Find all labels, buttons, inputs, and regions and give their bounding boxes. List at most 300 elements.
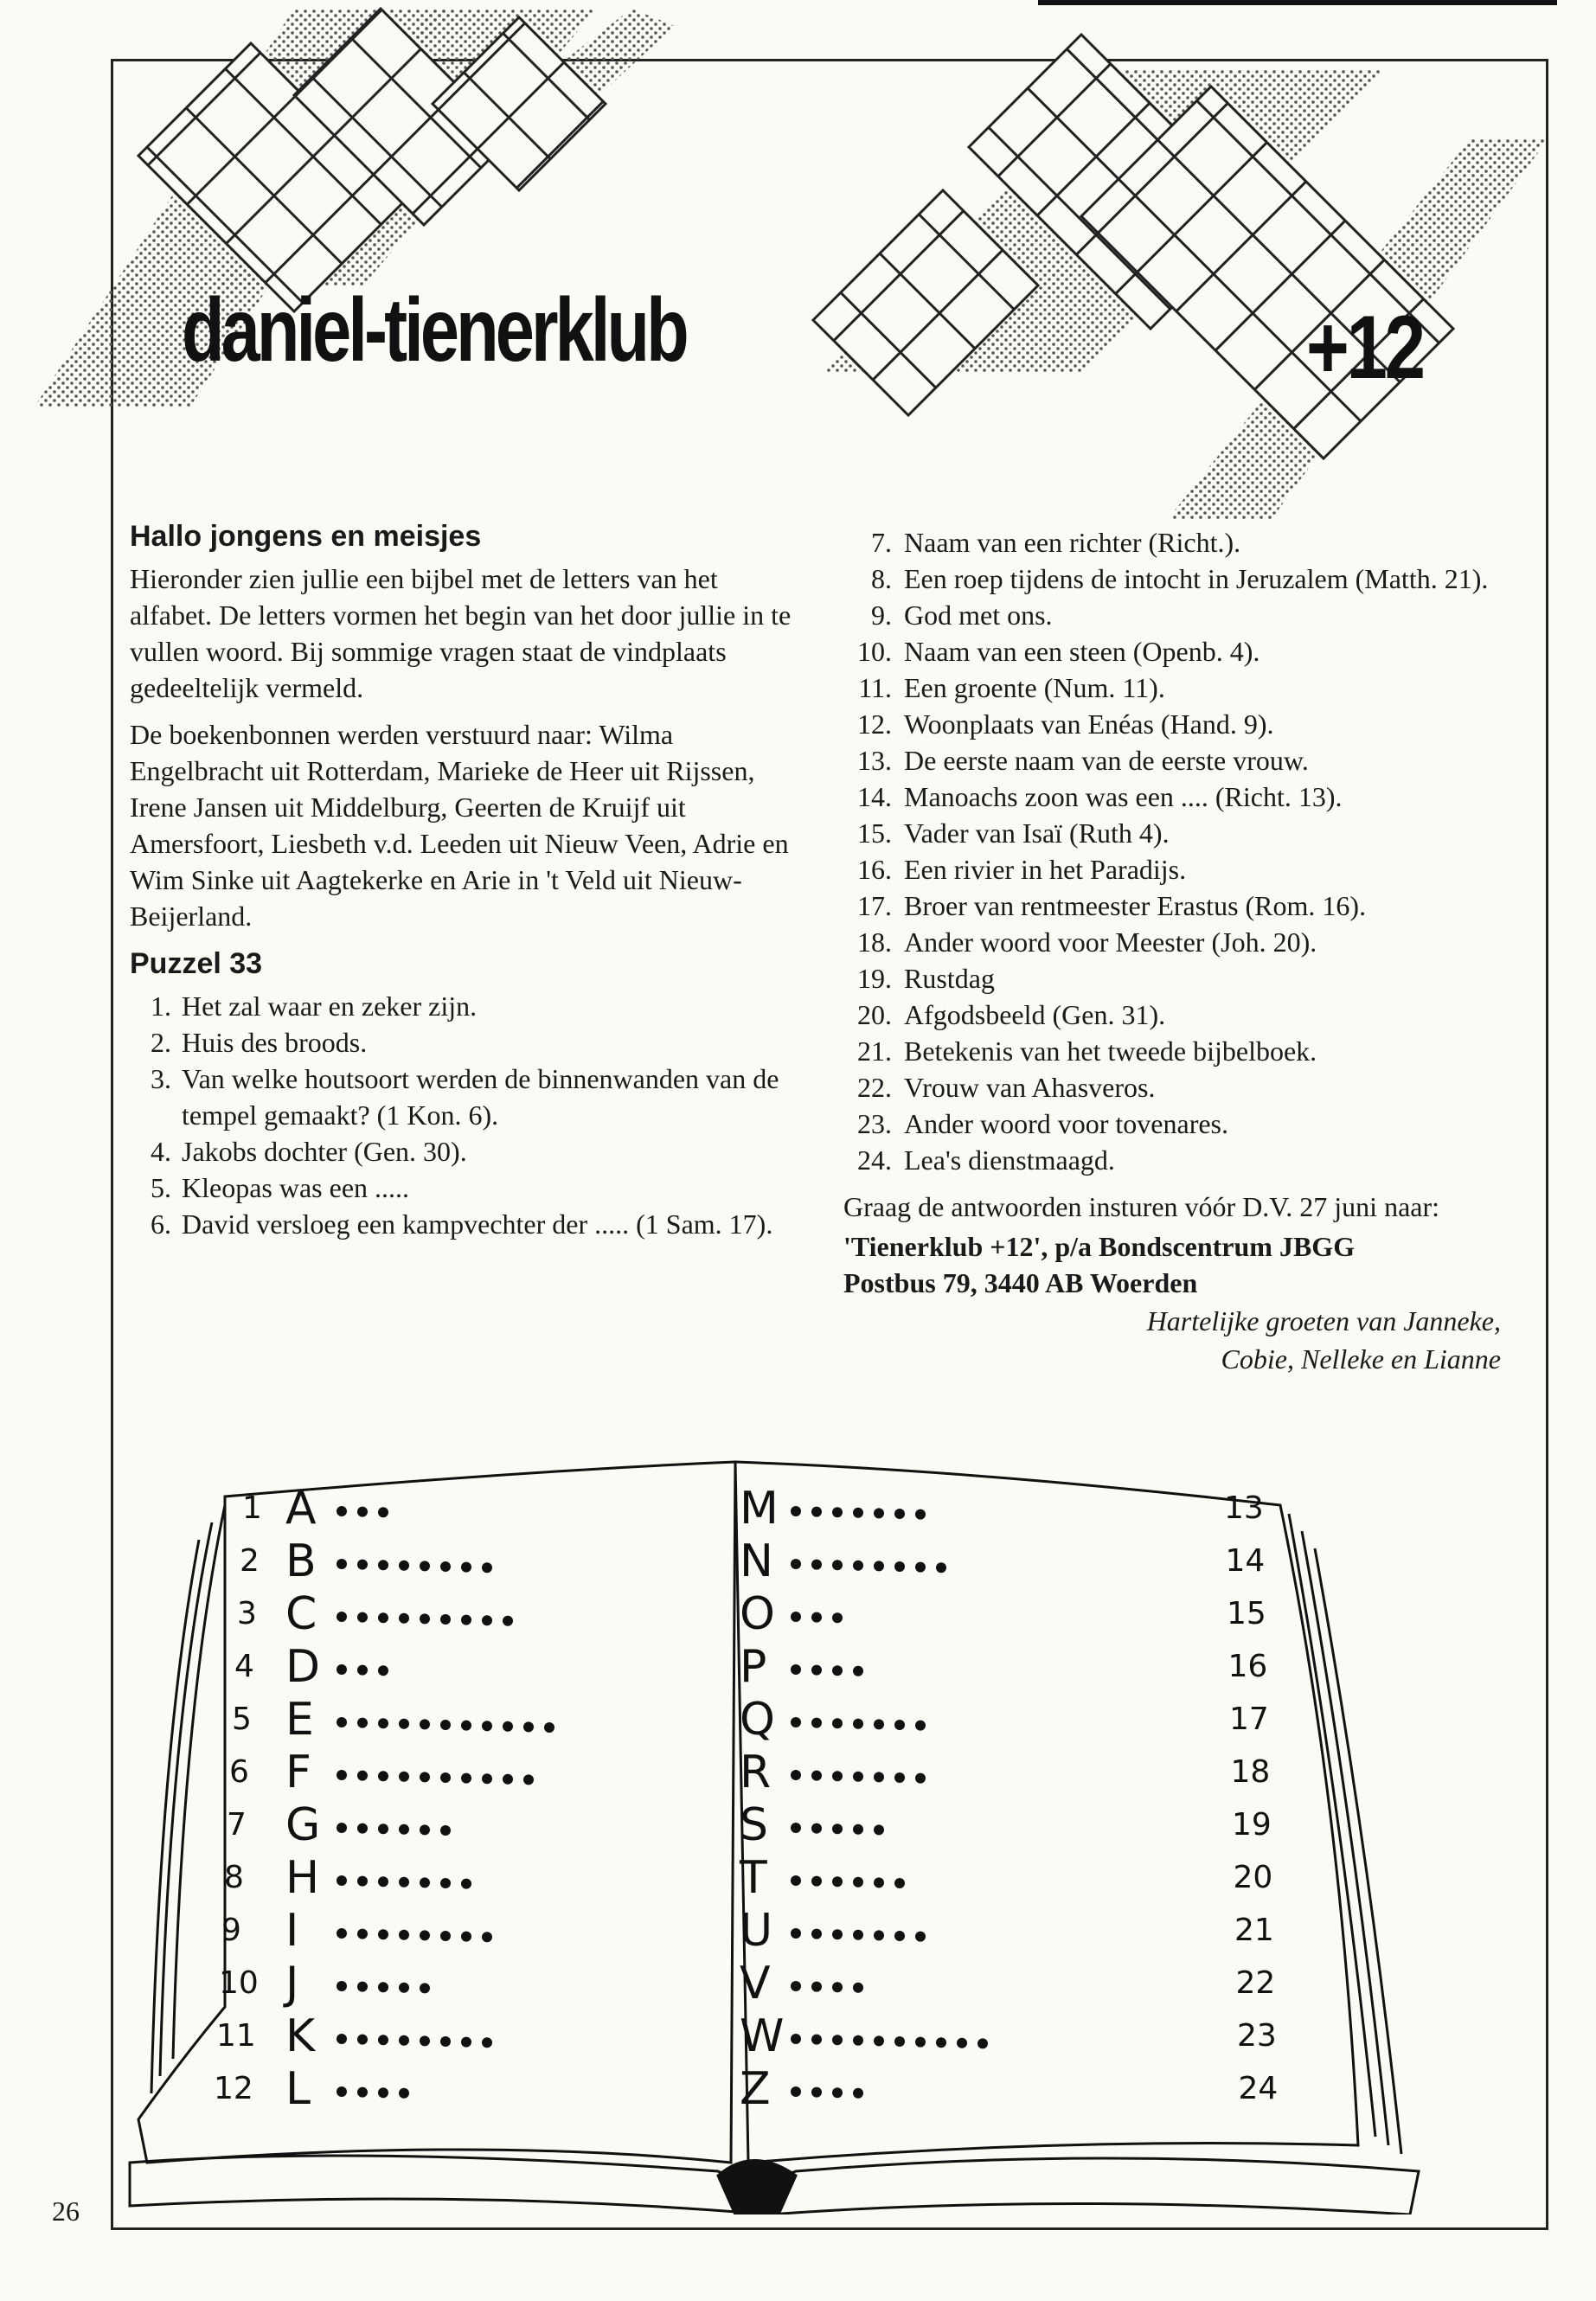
question-text: Een rivier in het Paradijs. bbox=[904, 854, 1187, 885]
answer-blank-dot bbox=[337, 1664, 347, 1675]
answer-blank-dot bbox=[440, 1825, 451, 1836]
question-text: De eerste naam van de eerste vrouw. bbox=[904, 745, 1309, 776]
address-line-2: Postbus 79, 3440 AB Woerden bbox=[843, 1267, 1198, 1298]
answer-number: 18 bbox=[1230, 1754, 1271, 1790]
answer-blank-dot bbox=[811, 1560, 822, 1570]
question-text: Broer van rentmeester Erastus (Rom. 16). bbox=[904, 890, 1367, 921]
answer-number: 8 bbox=[224, 1860, 244, 1895]
answer-blank-dot bbox=[503, 1721, 513, 1732]
answer-row bbox=[242, 1483, 388, 1535]
answer-blank-dot bbox=[791, 1770, 801, 1780]
answer-blank-dot bbox=[420, 1983, 430, 1993]
answer-blank-dot bbox=[832, 2035, 843, 2045]
answer-number: 5 bbox=[232, 1702, 252, 1737]
answer-number: 20 bbox=[1233, 1860, 1273, 1895]
answer-blank-dot bbox=[853, 1930, 863, 1940]
answer-blank-dot bbox=[791, 2034, 801, 2044]
answer-blank-dot bbox=[357, 1612, 368, 1623]
answer-row bbox=[740, 2063, 1278, 2115]
answer-letter: L bbox=[285, 2063, 311, 2115]
answer-blank-dot bbox=[811, 2035, 822, 2045]
question-number: 23. bbox=[857, 1108, 892, 1139]
question-item bbox=[843, 742, 1501, 779]
question-number: 17. bbox=[857, 890, 892, 921]
answer-letter: R bbox=[740, 1747, 772, 1798]
right-page-edges bbox=[1289, 1514, 1401, 2154]
answer-number: 23 bbox=[1237, 2018, 1277, 2054]
question-text: Woonplaats van Enéas (Hand. 9). bbox=[904, 708, 1274, 740]
answer-blank-dot bbox=[853, 1877, 863, 1888]
answer-blank-dot bbox=[337, 1770, 347, 1780]
answer-number: 7 bbox=[227, 1807, 247, 1843]
answer-blank-dot bbox=[461, 1562, 471, 1573]
answer-row bbox=[740, 1483, 1264, 1535]
puzzle-heading: Puzzel 33 bbox=[130, 947, 263, 980]
answer-blank-dot bbox=[337, 1875, 347, 1886]
answer-blank-dot bbox=[894, 1931, 905, 1941]
answer-blank-dot bbox=[482, 1773, 492, 1784]
answer-blank-dot bbox=[811, 1876, 822, 1887]
answer-letter: I bbox=[285, 1905, 299, 1957]
answer-blank-dot bbox=[357, 2087, 368, 2098]
answer-letter: D bbox=[285, 1641, 321, 1693]
answer-blank-dot bbox=[399, 1772, 409, 1782]
question-number: 2. bbox=[151, 1027, 171, 1058]
answer-blank-dot bbox=[420, 1613, 430, 1624]
question-item bbox=[130, 1206, 796, 1242]
answer-blank-dot bbox=[791, 1928, 801, 1939]
answer-blank-dot bbox=[357, 1507, 368, 1517]
answer-blank-dot bbox=[874, 2035, 884, 2046]
question-number: 14. bbox=[857, 781, 892, 812]
question-list-left bbox=[130, 988, 796, 1242]
answer-blank-dot bbox=[874, 1561, 884, 1571]
club-title: daniel-tienerklub bbox=[182, 280, 686, 381]
answer-blank-dot bbox=[378, 2087, 388, 2098]
answer-blank-dot bbox=[461, 1773, 471, 1784]
answer-letter: F bbox=[285, 1747, 311, 1798]
answer-row bbox=[234, 1641, 388, 1693]
answer-blank-dot bbox=[523, 1721, 534, 1732]
answer-blank-dot bbox=[811, 1718, 822, 1728]
question-text: Afgodsbeeld (Gen. 31). bbox=[904, 999, 1166, 1030]
question-text: Het zal waar en zeker zijn. bbox=[182, 990, 478, 1022]
answer-blank-dot bbox=[357, 1560, 368, 1570]
answer-blank-dot bbox=[915, 1932, 926, 1942]
answer-letter: U bbox=[740, 1905, 773, 1957]
question-item bbox=[130, 1024, 796, 1061]
answer-blank-dot bbox=[832, 1982, 843, 1992]
question-text: Ander woord voor tovenares. bbox=[904, 1108, 1228, 1139]
answer-blank-dot bbox=[977, 2038, 988, 2048]
answer-blank-dot bbox=[853, 1666, 863, 1676]
answer-blank-dot bbox=[894, 1878, 905, 1888]
question-number: 18. bbox=[857, 926, 892, 958]
answer-blank-dot bbox=[936, 1562, 946, 1573]
answer-blank-dot bbox=[832, 1612, 843, 1623]
answer-blank-dot bbox=[399, 2035, 409, 2046]
answer-blank-dot bbox=[440, 1614, 451, 1625]
answer-blank-dot bbox=[357, 2035, 368, 2045]
answer-blank-dot bbox=[791, 1664, 801, 1675]
open-bible-drawing bbox=[112, 1453, 1514, 2214]
question-item bbox=[843, 1033, 1501, 1069]
question-text: God met ons. bbox=[904, 599, 1053, 631]
answer-blank-dot bbox=[936, 2037, 946, 2048]
answer-blank-dot bbox=[832, 1718, 843, 1728]
spine-shadow bbox=[718, 2161, 796, 2215]
question-number: 6. bbox=[151, 1208, 171, 1240]
answer-blank-dot bbox=[337, 1612, 347, 1622]
answer-blank-dot bbox=[420, 1824, 430, 1835]
answer-blank-dot bbox=[874, 1824, 884, 1835]
answer-blank-dot bbox=[957, 2038, 967, 2048]
answer-blank-dot bbox=[337, 2086, 347, 2097]
answer-blank-dot bbox=[440, 1720, 451, 1730]
question-number: 16. bbox=[857, 854, 892, 885]
answer-blank-dot bbox=[399, 1930, 409, 1940]
answer-number: 11 bbox=[216, 2018, 256, 2054]
answer-blank-dot bbox=[503, 1616, 513, 1626]
answer-blank-dot bbox=[337, 2034, 347, 2044]
question-item bbox=[843, 851, 1501, 888]
answer-letter: J bbox=[285, 1958, 299, 2009]
age-badge: +12 bbox=[1306, 298, 1423, 398]
answer-blank-dot bbox=[461, 2037, 471, 2048]
answer-number: 1 bbox=[242, 1490, 262, 1526]
question-list-right bbox=[843, 524, 1501, 1178]
answer-number: 21 bbox=[1234, 1913, 1274, 1948]
answer-blank-dot bbox=[915, 1773, 926, 1784]
answer-letter: N bbox=[740, 1535, 773, 1587]
answer-blank-dot bbox=[894, 1720, 905, 1730]
question-item bbox=[843, 633, 1501, 670]
answer-row bbox=[240, 1535, 492, 1587]
answer-number: 14 bbox=[1225, 1543, 1266, 1579]
answer-blank-dot bbox=[399, 1877, 409, 1888]
answer-blank-dot bbox=[378, 1507, 388, 1517]
answer-blank-dot bbox=[357, 1876, 368, 1887]
answer-number: 24 bbox=[1238, 2071, 1279, 2106]
question-number: 4. bbox=[151, 1136, 171, 1167]
answer-blank-dot bbox=[832, 1823, 843, 1834]
question-number: 5. bbox=[151, 1172, 171, 1203]
question-number: 3. bbox=[151, 1063, 171, 1094]
answer-blank-dot bbox=[811, 1612, 822, 1623]
answer-blank-dot bbox=[357, 1718, 368, 1728]
question-item bbox=[130, 988, 796, 1024]
answer-blank-dot bbox=[915, 1509, 926, 1520]
question-text: Een groente (Num. 11). bbox=[904, 672, 1165, 703]
answer-blank-dot bbox=[853, 1561, 863, 1571]
answer-letter: E bbox=[285, 1694, 314, 1746]
question-text: Jakobs dochter (Gen. 30). bbox=[182, 1136, 467, 1167]
question-text: Lea's dienstmaagd. bbox=[904, 1144, 1115, 1176]
question-number: 13. bbox=[857, 745, 892, 776]
answer-blank-dot bbox=[874, 1930, 884, 1940]
answer-number: 16 bbox=[1227, 1649, 1268, 1684]
answer-blank-dot bbox=[420, 1930, 430, 1940]
answer-blank-dot bbox=[791, 1981, 801, 1991]
question-text: Vrouw van Ahasveros. bbox=[904, 1072, 1156, 1103]
left-column bbox=[130, 517, 796, 1242]
answer-blank-dot bbox=[440, 1878, 451, 1888]
answer-blank-dot bbox=[894, 2036, 905, 2047]
answer-blank-dot bbox=[503, 1774, 513, 1785]
answer-blank-dot bbox=[357, 1823, 368, 1834]
answer-blank-dot bbox=[915, 1721, 926, 1731]
page-number: 26 bbox=[52, 2195, 80, 2227]
answer-blank-dot bbox=[811, 2087, 822, 2098]
question-item bbox=[843, 597, 1501, 633]
answer-number: 15 bbox=[1227, 1596, 1266, 1631]
answer-blank-dot bbox=[420, 1772, 430, 1782]
answer-blank-dot bbox=[399, 1824, 409, 1835]
answer-blank-dot bbox=[420, 1877, 430, 1888]
answer-number: 3 bbox=[237, 1596, 257, 1631]
answer-blank-dot bbox=[420, 2035, 430, 2046]
answer-blank-dot bbox=[461, 1932, 471, 1942]
answer-letter: S bbox=[740, 1799, 769, 1851]
question-number: 15. bbox=[857, 817, 892, 849]
answer-blank-dot bbox=[894, 1561, 905, 1572]
question-number: 11. bbox=[858, 672, 892, 703]
question-item bbox=[843, 960, 1501, 997]
question-item bbox=[843, 706, 1501, 742]
answer-row bbox=[740, 1905, 1274, 1957]
answer-number: 19 bbox=[1232, 1807, 1272, 1843]
answer-blank-dot bbox=[399, 1561, 409, 1571]
answer-blank-dot bbox=[337, 1928, 347, 1939]
left-page-edges bbox=[151, 1505, 225, 2093]
answer-blank-dot bbox=[357, 1771, 368, 1781]
answer-blank-dot bbox=[811, 1982, 822, 1992]
answer-blank-dot bbox=[791, 1612, 801, 1622]
answer-number: 6 bbox=[229, 1754, 249, 1790]
answer-blank-dot bbox=[378, 1718, 388, 1728]
answer-blank-dot bbox=[791, 1717, 801, 1727]
question-item bbox=[843, 815, 1501, 851]
answer-blank-dot bbox=[832, 1929, 843, 1939]
answer-blank-dot bbox=[378, 1929, 388, 1939]
answer-number: 12 bbox=[214, 2071, 253, 2106]
answer-number: 10 bbox=[219, 1965, 259, 2001]
answer-row bbox=[740, 1958, 1275, 2009]
question-item bbox=[130, 1133, 796, 1170]
answer-blank-dot bbox=[874, 1508, 884, 1518]
answer-row bbox=[740, 1535, 1265, 1587]
answer-row bbox=[214, 2063, 409, 2115]
question-item bbox=[843, 524, 1501, 561]
answer-letter: A bbox=[285, 1483, 317, 1535]
question-number: 24. bbox=[857, 1144, 892, 1176]
answer-blank-dot bbox=[832, 1876, 843, 1887]
answer-number: 4 bbox=[234, 1649, 254, 1684]
intro-paragraph: Hieronder zien jullie een bijbel met de letters van het alfabet. De letters vormen het begin van het door jullie in te vullen woord. Bij sommige vragen staat de vindplaats gedeeltelijk vermeld. bbox=[130, 563, 792, 703]
answer-letter: T bbox=[740, 1852, 767, 1904]
answer-blank-dot bbox=[420, 1561, 430, 1571]
answer-blank-dot bbox=[874, 1719, 884, 1729]
answer-blank-dot bbox=[461, 1879, 471, 1889]
answer-row bbox=[740, 1799, 1272, 1851]
answer-row bbox=[227, 1799, 451, 1851]
answer-letter: O bbox=[740, 1588, 775, 1640]
answer-blank-dot bbox=[399, 1719, 409, 1729]
answer-blank-dot bbox=[811, 1507, 822, 1517]
answer-blank-dot bbox=[853, 1719, 863, 1729]
answer-letter: H bbox=[285, 1852, 320, 1904]
answer-blank-dot bbox=[791, 1875, 801, 1886]
answer-row bbox=[740, 1641, 1267, 1693]
answer-blank-dot bbox=[832, 1665, 843, 1676]
answer-row bbox=[224, 1852, 471, 1904]
answer-blank-dot bbox=[853, 1772, 863, 1782]
answer-blank-dot bbox=[915, 2037, 926, 2048]
answer-letter: Z bbox=[740, 2063, 771, 2115]
answer-blank-dot bbox=[357, 1929, 368, 1939]
question-text: Kleopas was een ..... bbox=[182, 1172, 410, 1203]
answer-row bbox=[739, 1852, 1272, 1904]
answer-blank-dot bbox=[482, 1721, 492, 1731]
answer-row bbox=[740, 2010, 1277, 2062]
address-line-1: 'Tienerklub +12', p/a Bondscentrum JBGG bbox=[843, 1231, 1356, 1262]
answer-blank-dot bbox=[337, 1981, 347, 1991]
answer-row bbox=[221, 1905, 492, 1957]
question-number: 12. bbox=[857, 708, 892, 740]
answer-blank-dot bbox=[874, 1772, 884, 1782]
answer-letter: P bbox=[740, 1641, 767, 1693]
winners-paragraph: De boekenbonnen werden verstuurd naar: Wilma Engelbracht uit Rotterdam, Marieke de Heer uit Rijssen, Irene Jansen uit Middelburg, Geerten de Kruijf uit Amersfoort, Liesbeth v.d. Leeden uit Nieuw Veen, Adrie en Wim Sinke uit Aagtekerke en Arie in 't Veld uit Nieuw-Beijerland. bbox=[130, 719, 789, 932]
answer-blank-dot bbox=[378, 1665, 388, 1676]
answer-blank-dot bbox=[399, 1613, 409, 1624]
answer-blank-dot bbox=[461, 1615, 471, 1625]
answer-blank-dot bbox=[811, 1929, 822, 1939]
question-text: Manoachs zoon was een .... (Richt. 13). bbox=[904, 781, 1343, 812]
answer-blank-dot bbox=[894, 1509, 905, 1519]
question-item bbox=[843, 888, 1501, 924]
answer-blank-dot bbox=[853, 1508, 863, 1518]
question-number: 22. bbox=[857, 1072, 892, 1103]
question-text: Vader van Isaï (Ruth 4). bbox=[904, 817, 1170, 849]
question-number: 7. bbox=[871, 527, 892, 558]
answer-blank-dot bbox=[894, 1772, 905, 1783]
header-illustration bbox=[0, 0, 1596, 536]
answer-row bbox=[229, 1747, 534, 1798]
answer-blank-dot bbox=[440, 1561, 451, 1572]
answer-blank-dot bbox=[853, 2088, 863, 2099]
answer-blank-dot bbox=[337, 1506, 347, 1516]
answer-blank-dot bbox=[791, 1559, 801, 1569]
answer-blank-dot bbox=[853, 1824, 863, 1835]
question-item bbox=[843, 1069, 1501, 1106]
submit-instructions: Graag de antwoorden insturen vóór D.V. 27 juni naar: bbox=[843, 1191, 1440, 1222]
question-text: Betekenis van het tweede bijbelboek. bbox=[904, 1035, 1317, 1067]
right-column bbox=[843, 524, 1501, 1377]
question-text: Naam van een steen (Openb. 4). bbox=[904, 636, 1260, 667]
answer-blank-dot bbox=[482, 1562, 492, 1573]
answer-row bbox=[740, 1588, 1266, 1640]
answer-number: 22 bbox=[1235, 1965, 1276, 2001]
answer-blank-dot bbox=[378, 1612, 388, 1623]
answer-blank-dot bbox=[874, 1877, 884, 1888]
answer-blank-dot bbox=[378, 1823, 388, 1834]
answer-blank-dot bbox=[811, 1771, 822, 1781]
answer-blank-dot bbox=[832, 1507, 843, 1517]
question-number: 20. bbox=[857, 999, 892, 1030]
answer-number: 13 bbox=[1224, 1490, 1264, 1526]
question-number: 9. bbox=[871, 599, 892, 631]
answer-blank-dot bbox=[378, 1560, 388, 1570]
answer-blank-dot bbox=[378, 1876, 388, 1887]
question-item bbox=[843, 1142, 1501, 1178]
answer-blank-dot bbox=[378, 2035, 388, 2045]
answer-blank-dot bbox=[791, 1506, 801, 1516]
answer-blank-dot bbox=[357, 1665, 368, 1676]
answer-blank-dot bbox=[811, 1823, 822, 1834]
question-text: Een roep tijdens de intocht in Jeruzalem (Matth. 21). bbox=[904, 563, 1489, 594]
question-item bbox=[130, 1061, 796, 1133]
question-item bbox=[843, 924, 1501, 960]
question-text: Rustdag bbox=[904, 963, 995, 994]
answer-row bbox=[740, 1747, 1270, 1798]
answer-blank-dot bbox=[337, 1717, 347, 1727]
answer-blank-dot bbox=[482, 1932, 492, 1942]
answer-blank-dot bbox=[399, 1983, 409, 1993]
question-number: 8. bbox=[871, 563, 892, 594]
question-number: 21. bbox=[857, 1035, 892, 1067]
answer-blank-dot bbox=[544, 1722, 554, 1733]
answer-letter: G bbox=[285, 1799, 321, 1851]
question-number: 10. bbox=[857, 636, 892, 667]
question-number: 19. bbox=[857, 963, 892, 994]
answer-letter: B bbox=[285, 1535, 317, 1587]
signature-line-2: Cobie, Nelleke en Lianne bbox=[1221, 1343, 1501, 1375]
answer-blank-dot bbox=[811, 1665, 822, 1676]
question-item bbox=[843, 779, 1501, 815]
answer-letter: W bbox=[740, 2010, 785, 2062]
answer-row bbox=[740, 1694, 1269, 1746]
question-text: Ander woord voor Meester (Joh. 20). bbox=[904, 926, 1317, 958]
answer-blank-dot bbox=[337, 1823, 347, 1833]
question-text: Van welke houtsoort werden de binnenwanden van de tempel gemaakt? (1 Kon. 6). bbox=[182, 1063, 779, 1131]
answer-blank-dot bbox=[378, 1982, 388, 1992]
answer-letter: Q bbox=[740, 1694, 775, 1746]
answer-blank-dot bbox=[337, 1559, 347, 1569]
question-item bbox=[843, 997, 1501, 1033]
answer-blank-dot bbox=[832, 2087, 843, 2098]
answer-number: 2 bbox=[240, 1543, 260, 1579]
question-item bbox=[130, 1170, 796, 1206]
answer-blank-dot bbox=[523, 1774, 534, 1785]
answer-letter: C bbox=[285, 1588, 317, 1640]
answer-blank-dot bbox=[440, 1772, 451, 1783]
question-item bbox=[843, 670, 1501, 706]
answer-letter: M bbox=[740, 1483, 779, 1535]
question-item bbox=[843, 1106, 1501, 1142]
answer-blank-dot bbox=[399, 2088, 409, 2099]
question-text: David versloeg een kampvechter der ..... (1 Sam. 17). bbox=[182, 1208, 773, 1240]
book-right-page-rows bbox=[739, 1483, 1278, 2115]
answer-blank-dot bbox=[832, 1560, 843, 1570]
answer-blank-dot bbox=[482, 1615, 492, 1625]
answer-blank-dot bbox=[832, 1771, 843, 1781]
answer-blank-dot bbox=[482, 2037, 492, 2048]
answer-blank-dot bbox=[791, 1823, 801, 1833]
answer-blank-dot bbox=[378, 1771, 388, 1781]
answer-blank-dot bbox=[461, 1721, 471, 1731]
question-text: Huis des broods. bbox=[182, 1027, 368, 1058]
intro-heading: Hallo jongens en meisjes bbox=[130, 520, 482, 553]
